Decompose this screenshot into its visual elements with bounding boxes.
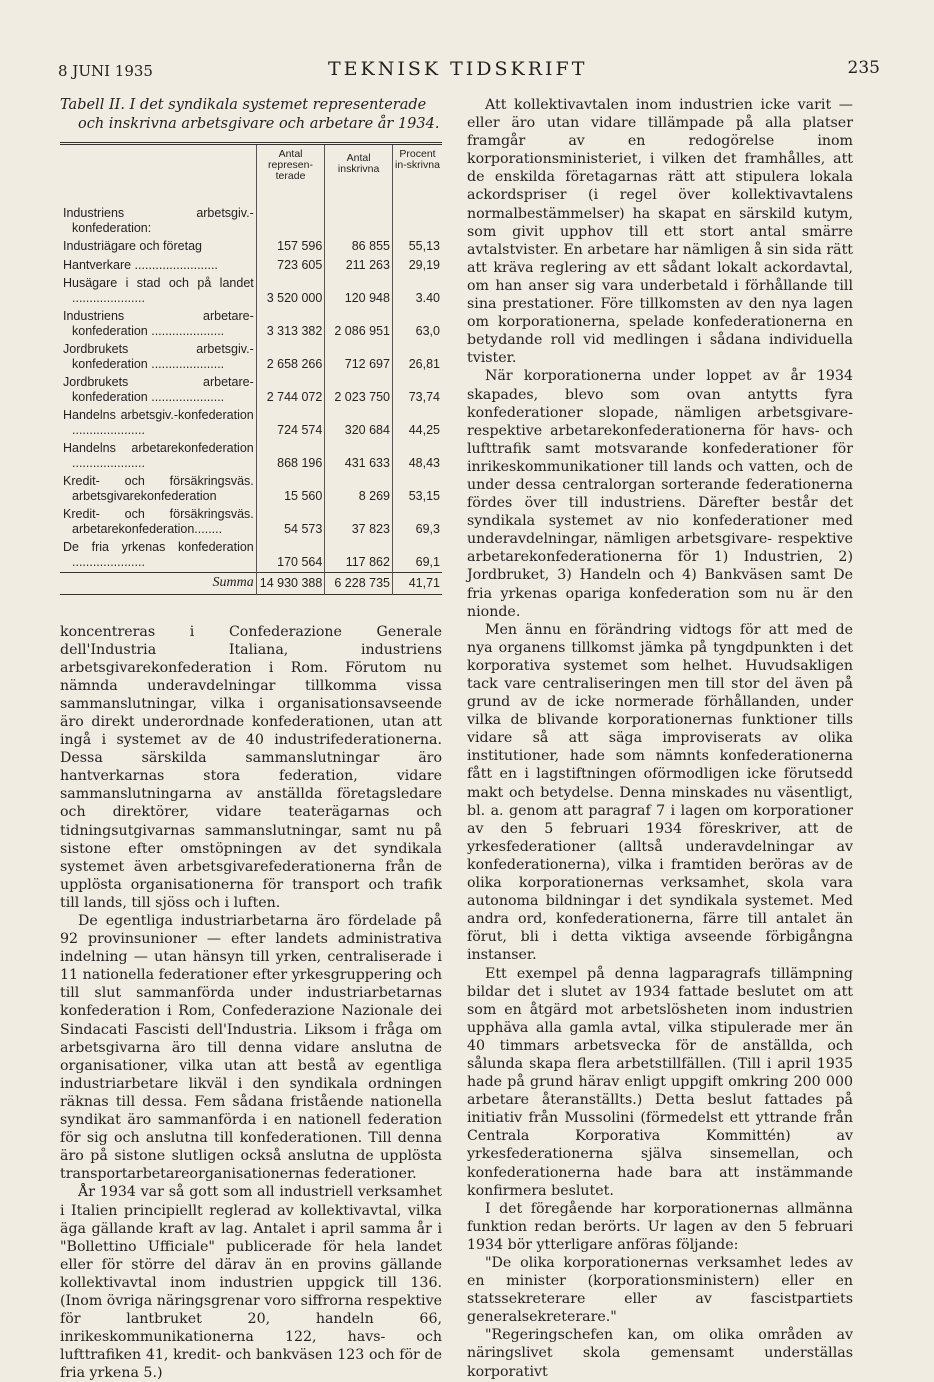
row-percent: 26,81 xyxy=(392,341,442,374)
row-represented: 3 520 000 xyxy=(256,275,325,308)
paragraph: "Regeringschefen kan, om olika områden av näringslivet skola gemensamt underställas korporativt xyxy=(467,1326,853,1380)
col-header-represented: Antal represen-terade xyxy=(256,144,325,206)
table-row xyxy=(60,257,442,276)
row-label: Husägare i stad och på landet ..................... xyxy=(60,275,256,308)
table-row xyxy=(60,440,442,473)
row-percent: 55,13 xyxy=(392,238,442,257)
row-enrolled: 211 263 xyxy=(325,257,393,276)
row-represented: 2 744 072 xyxy=(256,374,325,407)
table-row xyxy=(60,205,442,238)
row-label: Kredit- och försäkringsväs. arbetsgivarekonfederation xyxy=(60,473,256,506)
paragraph: När korporationerna under loppet av år 1934 skapades, blevo som ovan antytts fyra konfederationer slopade, nämligen arbetsgivare- respektive arbetarekonfederationerna för havs- och lufttrafik samt motsvarande konfederationer för inrikeskommunikationer till lands och vatten, och de under dessa centralorgan sorterande federationerna fördes över till industriens. Därefter består det syndikala systemet av nio konfederationer med underavdelningar, nämligen arbetsgivare- respektive arbetarekonfederationerna för 1) Industrien, 2) Jordbruket, 3) Handeln och 4) Bankväsen samt De fria yrkenas opariga konfederation som nu är den nionde. xyxy=(467,367,853,620)
caption-line-2: och inskrivna arbetsgivare och arbetare år 1934. xyxy=(60,115,442,134)
table-header-blank xyxy=(60,144,256,206)
table-row xyxy=(60,341,442,374)
table-row xyxy=(60,374,442,407)
col-header-percent: Procent in-skrivna xyxy=(392,144,442,206)
row-label: Hantverkare ........................ xyxy=(60,257,256,276)
row-label: Kredit- och försäkringsväs. arbetarekonfederation........ xyxy=(60,506,256,539)
row-percent: 44,25 xyxy=(392,407,442,440)
row-label: Industriens arbetsgiv.-konfederation: xyxy=(60,205,256,238)
row-label: Industriens arbetare-konfederation ..................... xyxy=(60,308,256,341)
row-enrolled: 120 948 xyxy=(325,275,393,308)
paragraph: Ett exempel på denna lagparagrafs tillämpning bildar det i slutet av 1934 fattade beslutet om att som en åtgärd mot arbetslösheten inom industrien upphäva alla gamla avtal, vilka stipulerade mer än 40 timmars arbetsvecka för de anställda, och sålunda skapa flera arbetstillfällen. (Till i april 1935 hade på grund härav enligt uppgift omkring 200 000 arbetare återanställts.) Detta beslut fattades på initiativ från Mussolini (förmedelst ett yttrande från Centrala Korporativa Kommittén) av yrkesfederationerna själva sinsemellan, och konfederationerna hade bara att instämmande konfirmera beslutet. xyxy=(467,965,853,1200)
paragraph: I det föregående har korporationernas allmänna funktion redan berörts. Ur lagen av den 5 februari 1934 bör ytterligare anföras följande: xyxy=(467,1200,853,1254)
row-percent: 69,3 xyxy=(392,506,442,539)
header-date: 8 JUNI 1935 xyxy=(58,62,153,80)
statistics-table xyxy=(60,142,442,595)
row-represented: 157 596 xyxy=(256,238,325,257)
table-caption xyxy=(60,96,442,134)
row-enrolled: 2 023 750 xyxy=(325,374,393,407)
journal-title: TEKNISK TIDSKRIFT xyxy=(328,58,587,80)
row-percent: 3.40 xyxy=(392,275,442,308)
table-row xyxy=(60,473,442,506)
table-row xyxy=(60,506,442,539)
row-represented xyxy=(256,205,325,238)
paragraph: koncentreras i Confederazione Generale dell'Industria Italiana, industriens arbetsgivarekonfederation i Rom. Förutom nu nämnda underavdelningar tillkomma vissa sammanslutningar, vilka i organisationsavseende äro direkt underordnade konfederationen, utan att ingå i systemet av de 40 industrifederationerna. Dessa särskilda sammanslutningar äro hantverkarnas stora federation, vidare sammanslutningarna av anställda företagsledare och direktörer, vidare teaterägarnas och tidningsutgivarnas sammanslutningar, samt nu på sistone efter omstöpningen av det syndikala systemet även arbetsgivarefederationerna från de upplösta organisationerna för transport och trafik till lands, till sjöss och i luften. xyxy=(60,623,442,913)
paragraph: År 1934 var så gott som all industriell verksamhet i Italien principiellt reglerad av kollektivavtal, vilka äga gällande kraft av lag. Antalet i april samma år i "Bollettino Ufficiale" publicerade för hela landet eller för större del därav än en provins gällande kollektivavtal inom industrien uppgick till 136. (Inom övriga näringsgrenar voro siffrorna respektive för lantbruket 20, handeln 66, inrikeskommunikationerna 122, havs- och lufttrafiken 41, kredit- och bankväsen 123 och för de fria yrkena 5.) xyxy=(60,1183,442,1382)
row-represented: 15 560 xyxy=(256,473,325,506)
row-enrolled: 712 697 xyxy=(325,341,393,374)
right-column xyxy=(467,96,853,1381)
row-enrolled: 320 684 xyxy=(325,407,393,440)
sum-row xyxy=(60,573,442,595)
left-body-text xyxy=(60,623,442,1382)
row-represented: 723 605 xyxy=(256,257,325,276)
sum-label: Summa xyxy=(60,573,256,595)
table-row xyxy=(60,238,442,257)
table-row xyxy=(60,539,442,573)
row-enrolled xyxy=(325,205,393,238)
row-enrolled: 8 269 xyxy=(325,473,393,506)
row-enrolled: 37 823 xyxy=(325,506,393,539)
sum-enrolled: 6 228 735 xyxy=(325,573,393,595)
caption-line-1: Tabell II. I det syndikala systemet representerade xyxy=(60,97,426,113)
row-percent: 73,74 xyxy=(392,374,442,407)
row-percent: 53,15 xyxy=(392,473,442,506)
page-number: 235 xyxy=(848,58,880,78)
table-row xyxy=(60,275,442,308)
row-enrolled: 86 855 xyxy=(325,238,393,257)
row-label: De fria yrkenas konfederation ..................... xyxy=(60,539,256,573)
row-enrolled: 431 633 xyxy=(325,440,393,473)
page-header xyxy=(58,58,880,84)
sum-represented: 14 930 388 xyxy=(256,573,325,595)
row-represented: 170 564 xyxy=(256,539,325,573)
left-column xyxy=(60,96,442,1382)
row-percent: 48,43 xyxy=(392,440,442,473)
row-represented: 724 574 xyxy=(256,407,325,440)
right-body-text xyxy=(467,96,853,1381)
row-label: Industriägare och företag xyxy=(60,238,256,257)
row-enrolled: 117 862 xyxy=(325,539,393,573)
row-represented: 868 196 xyxy=(256,440,325,473)
row-label: Handelns arbetsgiv.-konfederation ..................... xyxy=(60,407,256,440)
table-header-row xyxy=(60,144,442,206)
table-row xyxy=(60,308,442,341)
row-enrolled: 2 086 951 xyxy=(325,308,393,341)
col-header-enrolled: Antal inskrivna xyxy=(325,144,393,206)
table-row xyxy=(60,407,442,440)
paragraph: De egentliga industriarbetarna äro fördelade på 92 provinsunioner — efter landets administrativa indelning — utan hänsyn till yrken, centraliserade i 11 nationella federationer efter yrkesgruppering och till slut sammanförda under industriarbetarnas konfederation i Rom, Confederazione Nazionale dei Sindacati Fascisti dell'Industria. Liksom i fråga om arbetsgivarna äro till denna vidare anslutna de organisationer, vilka utan att bestå av egentliga industriarbetare likväl i den syndikala ordningen räknas till dessa. Fem sådana fristående nationella syndikat äro sammanförda i en nationell federation för sig och anslutna till konfederationen. Till denna äro på sistone slutligen också anslutna de upplösta transportarbetareorganisationernas federationer. xyxy=(60,912,442,1183)
row-represented: 3 313 382 xyxy=(256,308,325,341)
paragraph: Men ännu en förändring vidtogs för att med de nya organens tillkomst jämka på tyngdpunkten i det korporativa systemet som helhet. Huvudsakligen tack vare centraliseringen men till stor del även på grund av de icke normerade förhållanden, under vilka de blivande korporationernas funktioner tills vidare så att säga improviserats av olika institutioner, hade som nämnts konfederationerna fått en i lagstiftningen oförmodligen icke förutsedd makt och betydelse. Denna minskades nu väsentligt, bl. a. genom att paragraf 7 i lagen om korporationer av den 5 februari 1934 föreskriver, att de yrkesfederationer (alltså underavdelningar av konfederationerna), vilka i framtiden beröras av de olika korporationernas verksamhet, skola vara autonoma bildningar i det syndikala systemet. Med andra ord, konfederationerna, färre till antalet än förut, bli i detta viktiga avseende förbigångna instanser. xyxy=(467,621,853,965)
row-represented: 54 573 xyxy=(256,506,325,539)
row-percent: 69,1 xyxy=(392,539,442,573)
row-percent xyxy=(392,205,442,238)
paragraph: "De olika korporationernas verksamhet ledes av en minister (korporationsministern) eller en statssekreterare eller av fascistpartiets generalsekreterare." xyxy=(467,1254,853,1326)
paragraph: Att kollektivavtalen inom industrien icke varit — eller äro utan vidare tillämpade på alla platser framgår av en redogörelse inom korporationsministeriet, i vilken det framhålles, att de enskilda företagarnas rätt att stipulera lokala ackordspriser (i regel över kollektivavtalens normalbestämmelser) ha skapat en särskild kutym, som givit upphov till ett stort antal smärre avtalstvister. En arbetare har nämligen å sin sida rätt att kräva reglering av ett sådant lokalt ackordavtal, om han anser sig vara underbetald i förhållande till sina prestationer. Före tillkomsten av den nya lagen om korporationerna, spelade konfederationerna en betydande roll vid medlingen i sådana individuella tvister. xyxy=(467,96,853,367)
row-label: Handelns arbetarekonfederation ..................... xyxy=(60,440,256,473)
row-label: Jordbrukets arbetare-konfederation ..................... xyxy=(60,374,256,407)
row-represented: 2 658 266 xyxy=(256,341,325,374)
row-label: Jordbrukets arbetsgiv.-konfederation ..................... xyxy=(60,341,256,374)
row-percent: 63,0 xyxy=(392,308,442,341)
sum-percent: 41,71 xyxy=(392,573,442,595)
row-percent: 29,19 xyxy=(392,257,442,276)
